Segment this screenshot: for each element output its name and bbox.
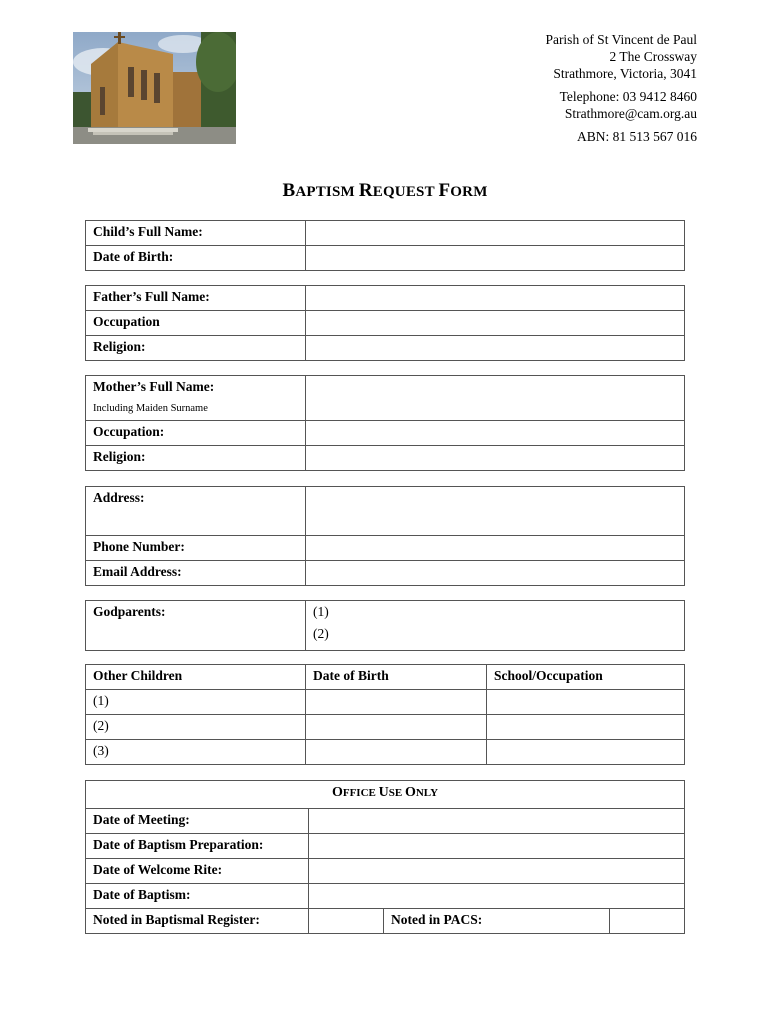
prep-date-field[interactable]	[309, 834, 685, 859]
other-child-dob-3[interactable]	[306, 740, 487, 765]
address-field[interactable]	[306, 487, 685, 536]
other-child-row-3[interactable]: (3)	[86, 740, 306, 765]
parish-telephone: Telephone: 03 9412 8460	[559, 89, 697, 104]
mother-occupation-field[interactable]	[306, 421, 685, 446]
other-children-header: Other Children	[86, 665, 306, 690]
office-use-heading: OFFICE USE ONLY	[86, 781, 685, 809]
email-field[interactable]	[306, 561, 685, 586]
address-label: Address:	[86, 487, 306, 536]
other-child-row-2[interactable]: (2)	[86, 715, 306, 740]
email-label: Email Address:	[86, 561, 306, 586]
godparents-section	[85, 600, 685, 651]
father-religion-field[interactable]	[306, 336, 685, 361]
welcome-date-label: Date of Welcome Rite:	[86, 859, 309, 884]
meeting-date-field[interactable]	[309, 809, 685, 834]
godparents-label: Godparents:	[86, 601, 306, 651]
father-occupation-field[interactable]	[306, 311, 685, 336]
mother-religion-label: Religion:	[86, 446, 306, 471]
parish-email: Strathmore@cam.org.au	[564, 106, 697, 121]
other-child-row-1[interactable]: (1)	[86, 690, 306, 715]
meeting-date-label: Date of Meeting:	[86, 809, 309, 834]
other-child-school-1[interactable]	[487, 690, 685, 715]
other-child-dob-1[interactable]	[306, 690, 487, 715]
father-name-field[interactable]	[306, 286, 685, 311]
father-section	[85, 285, 685, 361]
school-occupation-header: School/Occupation	[487, 665, 685, 690]
mother-name-field[interactable]	[306, 376, 685, 421]
mother-religion-field[interactable]	[306, 446, 685, 471]
other-child-school-3[interactable]	[487, 740, 685, 765]
child-dob-label: Date of Birth:	[86, 246, 306, 271]
parish-abn: ABN: 81 513 567 016	[576, 129, 697, 144]
father-name-label: Father’s Full Name:	[86, 286, 306, 311]
welcome-date-field[interactable]	[309, 859, 685, 884]
church-photo	[73, 32, 236, 144]
parish-suburb: Strathmore, Victoria, 3041	[553, 66, 697, 81]
mother-name-label: Mother’s Full Name: Including Maiden Surname	[86, 376, 306, 421]
other-child-dob-2[interactable]	[306, 715, 487, 740]
other-child-school-2[interactable]	[487, 715, 685, 740]
child-name-field[interactable]	[306, 221, 685, 246]
baptism-date-field[interactable]	[309, 884, 685, 909]
register-field[interactable]	[309, 909, 384, 934]
phone-label: Phone Number:	[86, 536, 306, 561]
contact-section	[85, 486, 685, 586]
mother-occupation-label: Occupation:	[86, 421, 306, 446]
office-use-section	[85, 780, 685, 934]
godparent-2: (2)	[313, 626, 329, 641]
prep-date-label: Date of Baptism Preparation:	[86, 834, 309, 859]
phone-field[interactable]	[306, 536, 685, 561]
parish-name: Parish of St Vincent de Paul	[545, 32, 697, 47]
baptism-date-label: Date of Baptism:	[86, 884, 309, 909]
mother-section	[85, 375, 685, 471]
father-religion-label: Religion:	[86, 336, 306, 361]
child-name-label: Child’s Full Name:	[86, 221, 306, 246]
mother-maiden-note: Including Maiden Surname	[93, 403, 208, 414]
parish-details	[545, 31, 697, 145]
godparents-field[interactable]	[306, 601, 685, 651]
parish-street: 2 The Crossway	[609, 49, 697, 64]
other-children-section	[85, 664, 685, 765]
godparent-1: (1)	[313, 604, 329, 619]
pacs-field[interactable]	[610, 909, 685, 934]
dob-header: Date of Birth	[306, 665, 487, 690]
register-label: Noted in Baptismal Register:	[86, 909, 309, 934]
form-title: BAPTISM REQUEST FORM	[282, 180, 488, 201]
child-section	[85, 220, 685, 271]
pacs-label: Noted in PACS:	[384, 909, 610, 934]
father-occupation-label: Occupation	[86, 311, 306, 336]
child-dob-field[interactable]	[306, 246, 685, 271]
